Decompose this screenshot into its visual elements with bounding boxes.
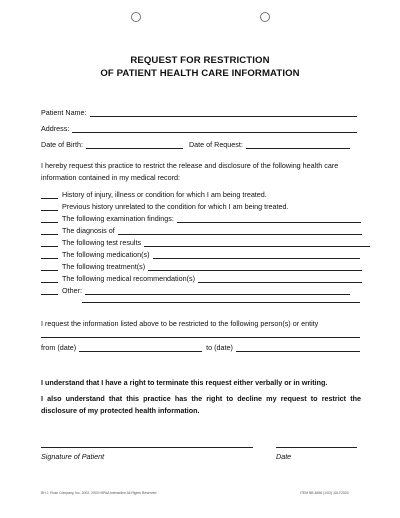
signature-label: Signature of Patient: [41, 452, 105, 461]
diagnosis-field[interactable]: [118, 227, 362, 235]
terminate-right-text: I understand that I have a right to terminate this request either verbally or in writing.: [41, 378, 328, 387]
from-date-field[interactable]: [79, 344, 202, 352]
item-label: Previous history unrelated to the condition for which I am being treated.: [62, 202, 289, 211]
item-row: [41, 201, 289, 211]
form-title-line2: OF PATIENT HEALTH CARE INFORMATION: [100, 68, 300, 79]
patient-name-label: Patient Name:: [41, 108, 87, 117]
item-checkbox[interactable]: [41, 203, 58, 211]
item-row: [41, 285, 350, 295]
item-row: [41, 249, 360, 259]
signature-date-field[interactable]: [276, 447, 357, 448]
item-number-footer: ITEM BB-8456 (1/03) JULY2003: [300, 491, 349, 495]
patient-signature-field[interactable]: [41, 447, 253, 448]
test-results-field[interactable]: [144, 239, 370, 247]
dob-field[interactable]: [86, 141, 183, 149]
address-row: [41, 123, 357, 133]
item-label: Other:: [62, 286, 82, 295]
decline-right-text: I also understand that this practice has the right to decline my request to restrict the disclosure of my protected health information.: [41, 394, 361, 415]
patient-name-field[interactable]: [90, 109, 357, 117]
item-label: The following examination findings:: [62, 214, 174, 223]
item-row: [41, 189, 267, 199]
item-checkbox[interactable]: [41, 275, 58, 283]
item-row: [41, 261, 362, 271]
form-title-line1: REQUEST FOR RESTRICTION: [130, 55, 270, 66]
persons-text: I request the information listed above to be restricted to the following person(s) or entity: [41, 319, 319, 328]
date-range-row: [41, 342, 360, 352]
item-checkbox[interactable]: [41, 263, 58, 271]
date-of-request-label: Date of Request:: [188, 140, 243, 149]
copyright-footer: BH J. Rose Company, Inc. 2002, 2003 HIPAA Interactive All Rights Reserved: [41, 491, 157, 495]
to-date-label: to (date): [206, 343, 233, 352]
item-row: [41, 213, 361, 223]
item-label: History of injury, illness or condition for which I am being treated.: [62, 190, 267, 199]
other-field[interactable]: [85, 287, 350, 295]
binder-hole-left: [131, 12, 141, 22]
to-date-field[interactable]: [236, 344, 360, 352]
recommendations-field[interactable]: [198, 275, 362, 283]
item-label: The following treatment(s): [62, 262, 146, 271]
item-label: The following test results: [62, 238, 142, 247]
item-checkbox[interactable]: [41, 215, 58, 223]
item-row: [41, 225, 362, 235]
item-checkbox[interactable]: [41, 287, 58, 295]
item-row: [41, 237, 370, 247]
other-continuation-line[interactable]: [82, 302, 360, 303]
item-checkbox[interactable]: [41, 251, 58, 259]
item-checkbox[interactable]: [41, 239, 58, 247]
item-label: The diagnosis of: [62, 226, 115, 235]
item-label: The following medical recommendation(s): [62, 274, 196, 283]
medications-field[interactable]: [153, 251, 360, 259]
dob-label: Date of Birth:: [41, 140, 83, 149]
item-checkbox[interactable]: [41, 191, 58, 199]
date-label: Date: [276, 452, 292, 461]
dates-row: [41, 139, 350, 149]
intro-text: I hereby request this practice to restrict the release and disclosure of the following health care information contained in my medical record:: [41, 161, 339, 182]
from-date-label: from (date): [41, 343, 77, 352]
persons-entity-field[interactable]: [41, 337, 360, 338]
address-field[interactable]: [72, 125, 357, 133]
patient-name-row: [41, 107, 357, 117]
treatments-field[interactable]: [148, 263, 362, 271]
item-row: [41, 273, 362, 283]
item-checkbox[interactable]: [41, 227, 58, 235]
address-label: Address:: [41, 124, 70, 133]
examination-findings-field[interactable]: [177, 215, 361, 223]
binder-hole-right: [260, 12, 270, 22]
item-label: The following medication(s): [62, 250, 150, 259]
date-of-request-field[interactable]: [246, 141, 350, 149]
